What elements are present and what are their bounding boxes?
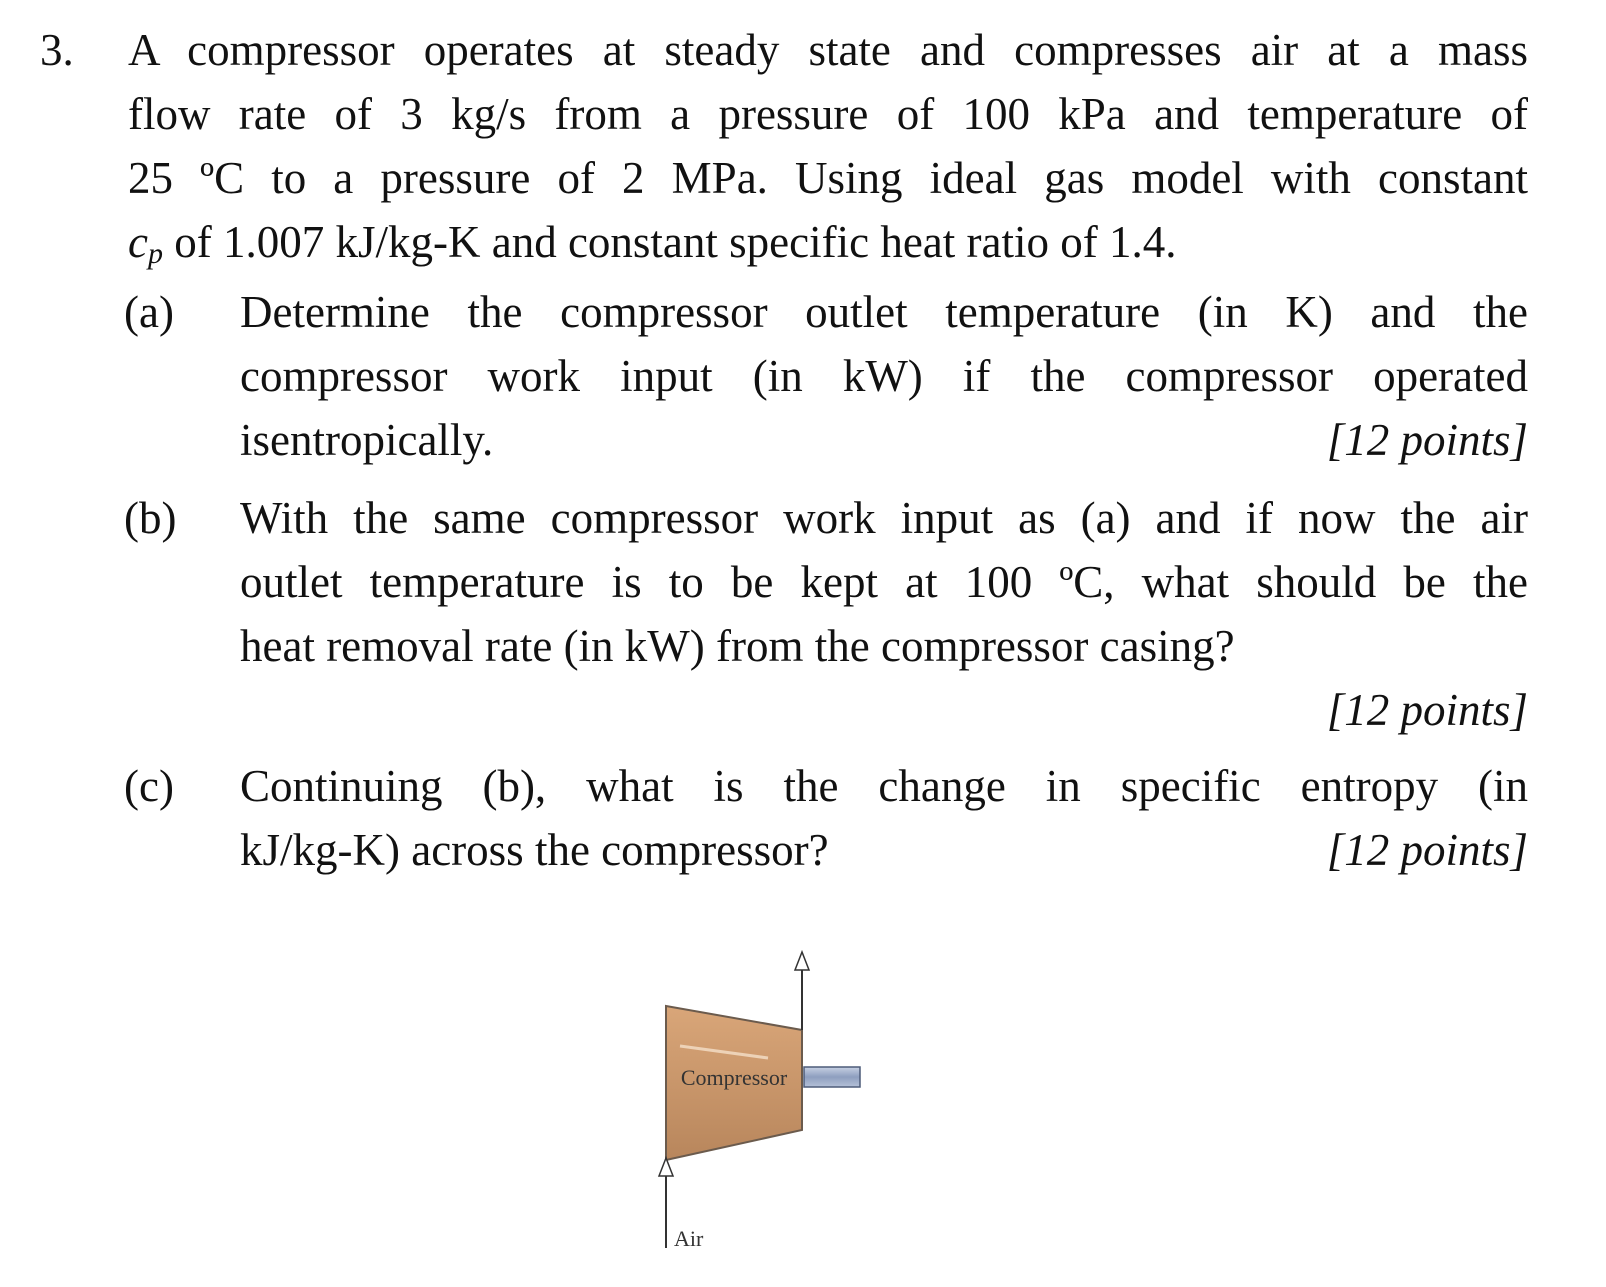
intro-line-1: A compressor operates at steady state and compresses air at a mass — [128, 25, 1528, 75]
compressor-label: Compressor — [680, 1065, 788, 1090]
part-b-line-2: outlet temperature is to be kept at 100 ºC, what should be the — [240, 557, 1528, 607]
intro-line-4 — [128, 210, 1528, 274]
part-a-points: [12 points] — [1326, 415, 1528, 465]
part-a-line-2: compressor work input (in kW) if the compressor operated — [240, 351, 1528, 401]
inlet-arrow-icon — [659, 1158, 673, 1176]
part-a-line-1: Determine the compressor outlet temperature (in K) and the — [240, 287, 1528, 337]
part-b-label: (b) — [124, 493, 177, 543]
question-number: 3. — [40, 25, 74, 75]
compressor-figure — [640, 930, 920, 1270]
inlet-label: Air — [674, 1226, 704, 1251]
part-a-last-row — [240, 408, 1528, 472]
intro-line-3: 25 ºC to a pressure of 2 MPa. Using ideal gas model with constant — [128, 153, 1528, 203]
part-c-label: (c) — [124, 761, 174, 811]
part-b-points: [12 points] — [1326, 685, 1528, 735]
intro-line-4-text: of 1.007 kJ/kg-K and constant specific heat ratio of 1.4. — [162, 217, 1177, 267]
part-a-line-3: isentropically. — [240, 415, 494, 465]
part-c-points: [12 points] — [1326, 825, 1528, 875]
part-b-line-3: heat removal rate (in kW) from the compressor casing? — [240, 621, 1235, 671]
question-intro — [128, 18, 1528, 274]
part-b-body — [240, 486, 1528, 742]
compressor-diagram — [640, 930, 920, 1270]
part-c-body — [240, 754, 1528, 882]
compressor-shaft — [804, 1067, 860, 1087]
part-b-line-1: With the same compressor work input as (a) and if now the air — [240, 493, 1528, 543]
part-c-line-2: kJ/kg-K) across the compressor? — [240, 825, 829, 875]
cp-symbol-subscript: p — [147, 237, 163, 270]
part-a-body — [240, 280, 1528, 472]
part-a-label: (a) — [124, 287, 174, 337]
outlet-arrow-icon — [795, 952, 809, 970]
intro-line-2: flow rate of 3 kg/s from a pressure of 100 kPa and temperature of — [128, 89, 1528, 139]
part-c-last-row — [240, 818, 1528, 882]
cp-symbol-c: c — [128, 217, 148, 267]
cp-symbol — [128, 217, 163, 270]
part-c-line-1: Continuing (b), what is the change in specific entropy (in — [240, 761, 1528, 811]
